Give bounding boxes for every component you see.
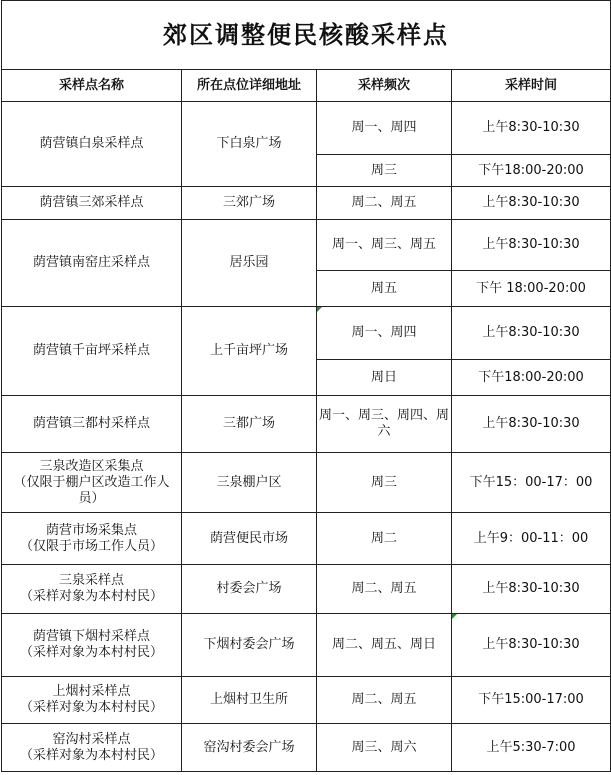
site-address: 荫营便民市场 bbox=[182, 513, 317, 565]
site-time: 下午15:00-17:00 bbox=[452, 677, 611, 724]
site-address: 上烟村卫生所 bbox=[182, 677, 317, 724]
table-row bbox=[2, 396, 611, 453]
site-time: 上午8:30-10:30 bbox=[452, 396, 611, 453]
page-title: 郊区调整便民核酸采样点 bbox=[2, 1, 611, 70]
site-address: 居乐园 bbox=[182, 220, 317, 307]
site-frequency: 周日 bbox=[317, 360, 452, 396]
site-address: 窑沟村委会广场 bbox=[182, 724, 317, 772]
site-name: 三泉改造区采集点 （仅限于棚户区改造工作人员） bbox=[2, 453, 182, 513]
site-frequency: 周二、周五 bbox=[317, 677, 452, 724]
table-row bbox=[2, 220, 611, 271]
site-address: 村委会广场 bbox=[182, 565, 317, 614]
table-row bbox=[2, 307, 611, 360]
site-address: 三都广场 bbox=[182, 396, 317, 453]
site-frequency: 周二、周五 bbox=[317, 187, 452, 220]
site-time: 下午18:00-20:00 bbox=[452, 155, 611, 187]
site-time: 上午5:30-7:00 bbox=[452, 724, 611, 772]
site-name: 荫营镇白泉采样点 bbox=[2, 102, 182, 187]
site-time: 上午8:30-10:30 bbox=[452, 187, 611, 220]
site-name: 荫营镇三郊采样点 bbox=[2, 187, 182, 220]
site-address: 三泉棚户区 bbox=[182, 453, 317, 513]
site-frequency: 周一、周四 bbox=[317, 102, 452, 155]
site-name: 三泉采样点 （采样对象为本村村民） bbox=[2, 565, 182, 614]
site-address: 下白泉广场 bbox=[182, 102, 317, 187]
site-time: 上午8:30-10:30 bbox=[452, 614, 611, 677]
site-frequency: 周三、周六 bbox=[317, 724, 452, 772]
site-frequency: 周二、周五、周日 bbox=[317, 614, 452, 677]
table-row bbox=[2, 513, 611, 565]
table-row bbox=[2, 565, 611, 614]
site-address: 下烟村委会广场 bbox=[182, 614, 317, 677]
table-row bbox=[2, 677, 611, 724]
site-name: 上烟村采样点 （采样对象为本村村民） bbox=[2, 677, 182, 724]
site-time: 上午9：00-11：00 bbox=[452, 513, 611, 565]
table-row bbox=[2, 102, 611, 155]
header-frequency: 采样频次 bbox=[317, 70, 452, 102]
site-name: 荫营镇下烟村采样点 （采样对象为本村村民） bbox=[2, 614, 182, 677]
site-frequency: 周一、周三、周五 bbox=[317, 220, 452, 271]
site-time: 上午8:30-10:30 bbox=[452, 565, 611, 614]
site-address: 上千亩坪广场 bbox=[182, 307, 317, 396]
site-frequency: 周一、周四 bbox=[317, 307, 452, 360]
site-frequency: 周二、周五 bbox=[317, 565, 452, 614]
header-site-name: 采样点名称 bbox=[2, 70, 182, 102]
site-name: 荫营市场采集点 （仅限于市场工作人员） bbox=[2, 513, 182, 565]
site-frequency: 周三 bbox=[317, 155, 452, 187]
table-row bbox=[2, 724, 611, 772]
header-time: 采样时间 bbox=[452, 70, 611, 102]
site-name: 荫营镇千亩坪采样点 bbox=[2, 307, 182, 396]
site-time: 上午8:30-10:30 bbox=[452, 102, 611, 155]
site-frequency: 周三 bbox=[317, 453, 452, 513]
site-frequency: 周二 bbox=[317, 513, 452, 565]
site-time: 下午15：00-17：00 bbox=[452, 453, 611, 513]
site-time: 下午18:00-20:00 bbox=[452, 360, 611, 396]
site-time: 上午8:30-10:30 bbox=[452, 220, 611, 271]
sampling-sites-table bbox=[1, 0, 611, 772]
table-row bbox=[2, 453, 611, 513]
site-time: 上午8:30-10:30 bbox=[452, 307, 611, 360]
site-name: 窑沟村采样点 （采样对象为本村村民） bbox=[2, 724, 182, 772]
table-row bbox=[2, 614, 611, 677]
site-name: 荫营镇三都村采样点 bbox=[2, 396, 182, 453]
site-name: 荫营镇南窑庄采样点 bbox=[2, 220, 182, 307]
table-row bbox=[2, 187, 611, 220]
header-address: 所在点位详细地址 bbox=[182, 70, 317, 102]
site-frequency: 周五 bbox=[317, 271, 452, 307]
site-time: 下午 18:00-20:00 bbox=[452, 271, 611, 307]
site-frequency: 周一、周三、周四、周六 bbox=[317, 396, 452, 453]
site-address: 三郊广场 bbox=[182, 187, 317, 220]
